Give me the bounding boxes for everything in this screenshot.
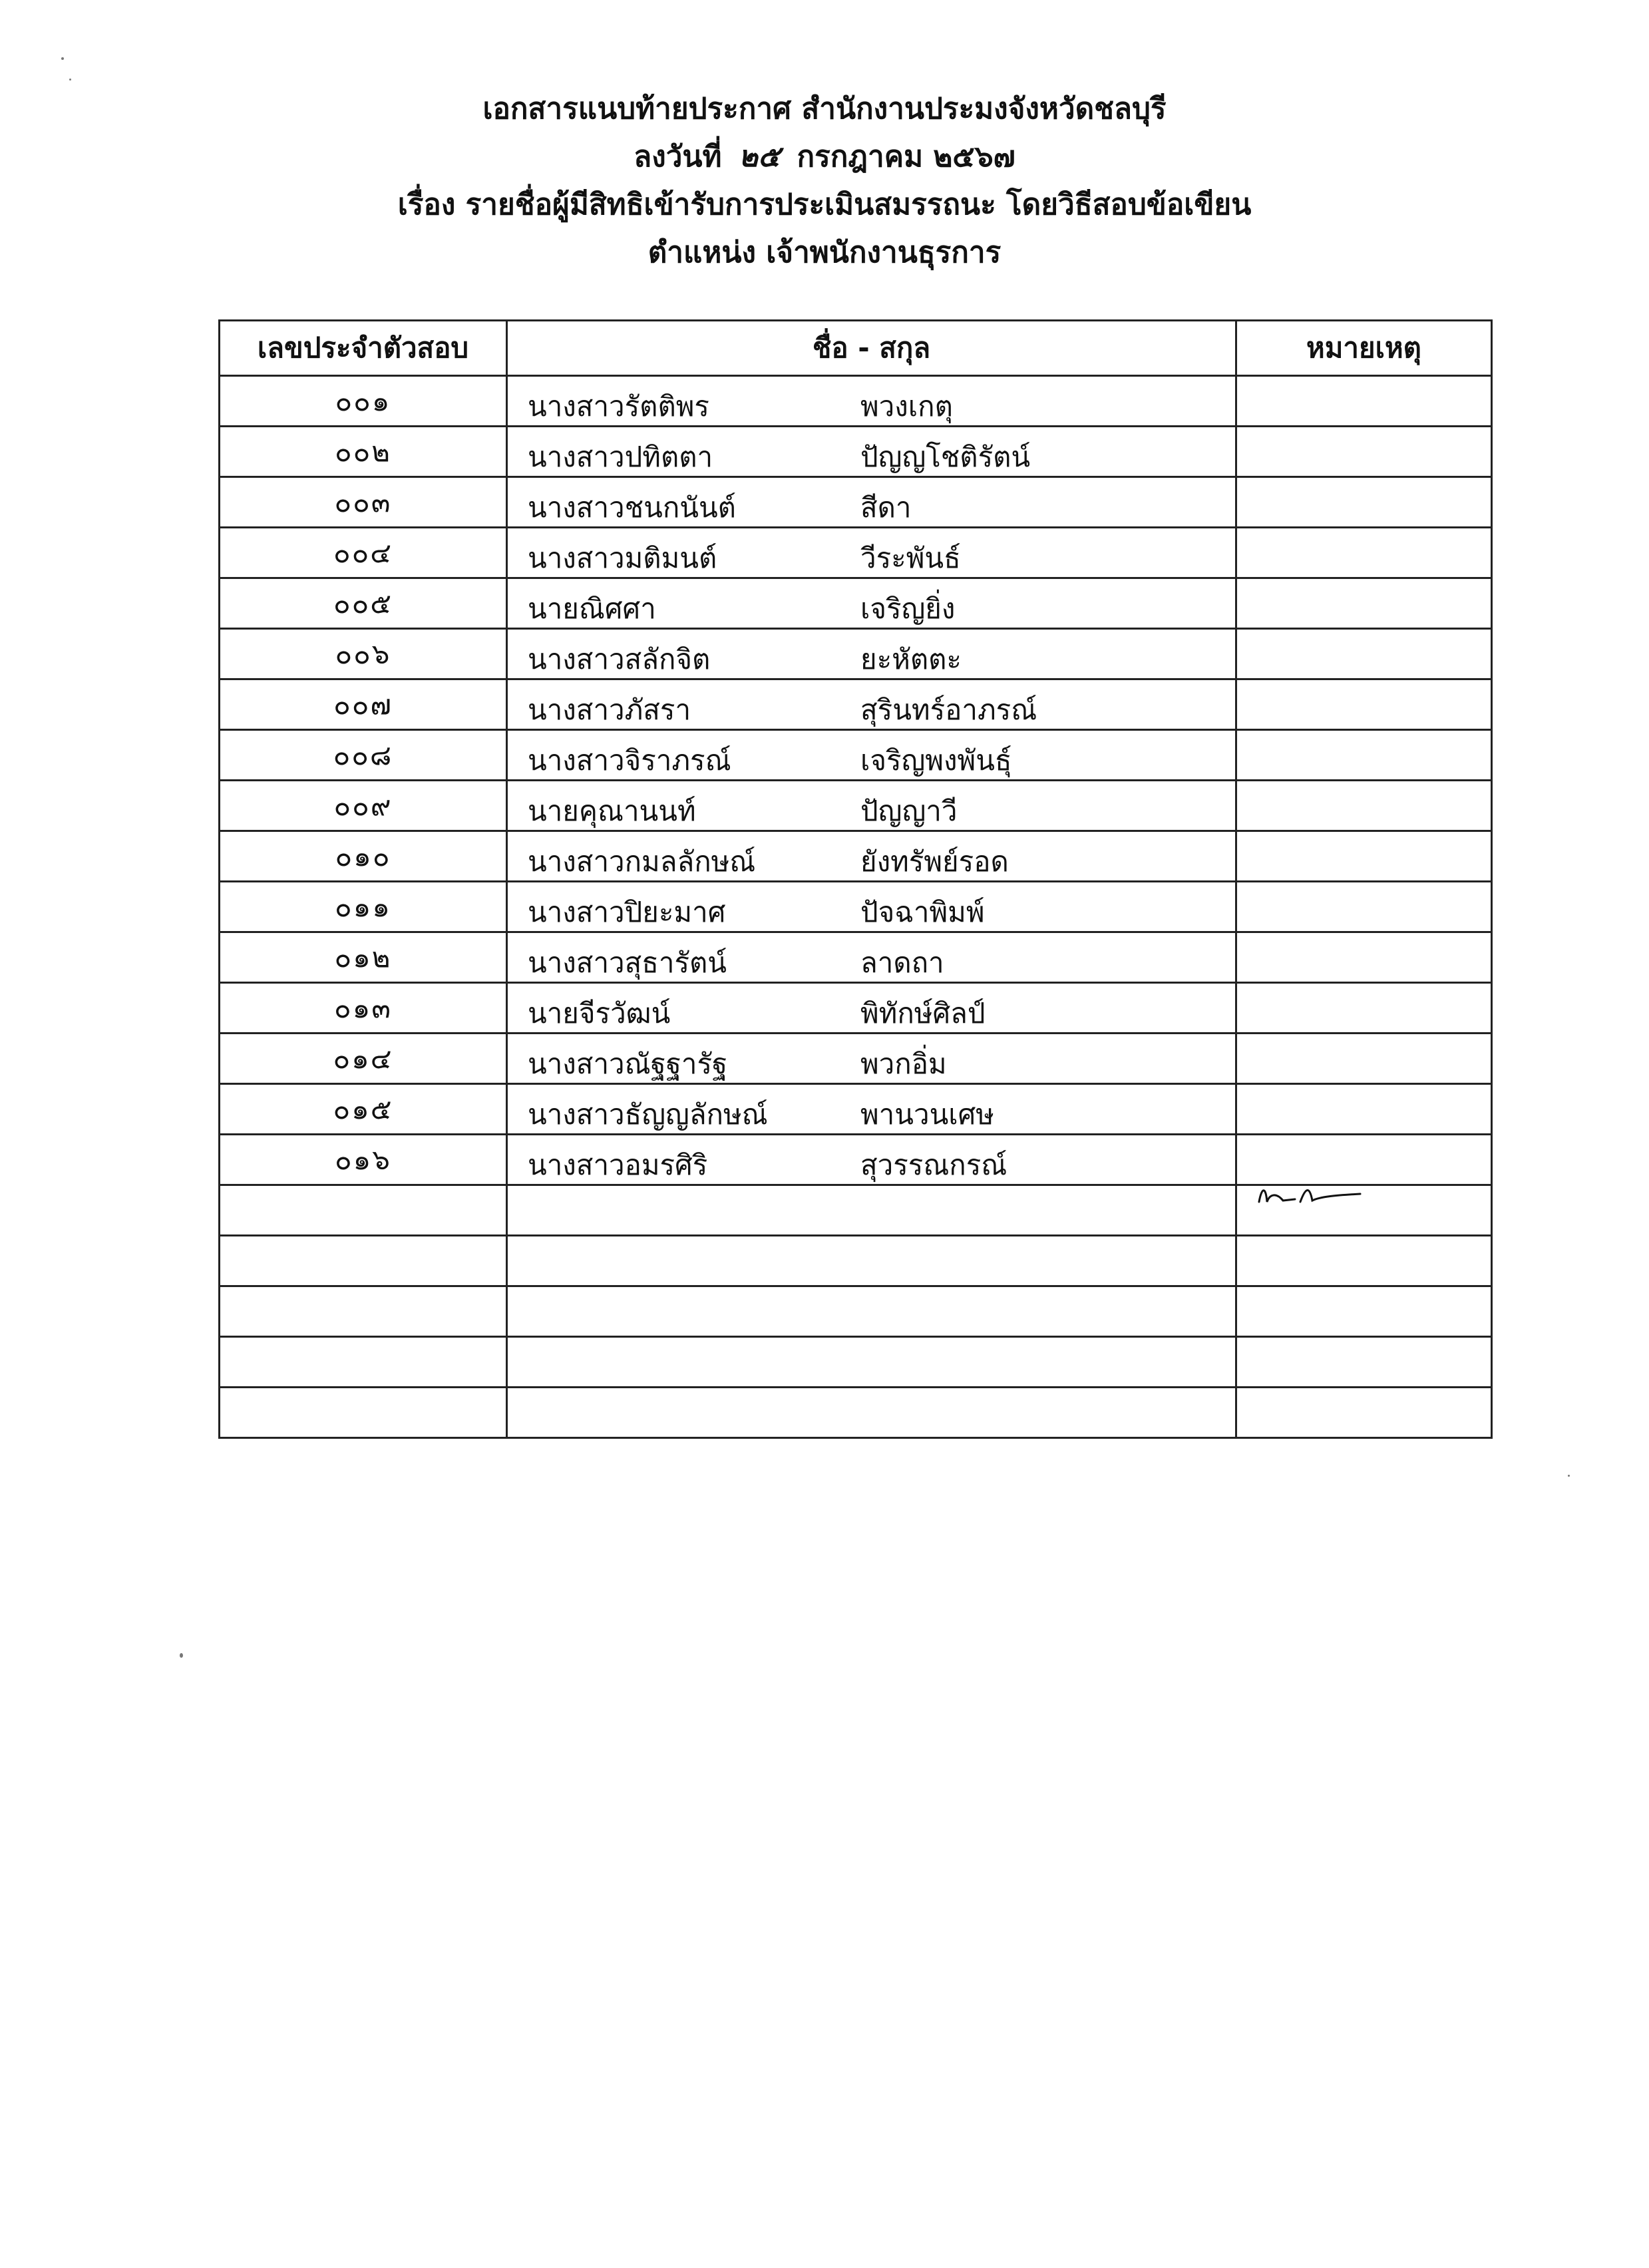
full-name-cell [507,427,1236,477]
scan-speck [1568,1475,1570,1477]
exam-id-cell: ๐๑๖ [220,1135,507,1185]
remarks-cell [1236,679,1492,730]
last-name: พวกอิ่ม [860,1047,947,1080]
remarks-cell [1236,730,1492,781]
header-date [0,133,1649,181]
last-name: เจริญพงพันธุ์ [860,744,1012,777]
first-name: นางสาวสลักจิต [528,643,711,675]
full-name-cell [507,376,1236,427]
first-name: นายจีรวัฒน์ [528,997,671,1030]
table-row [220,477,1492,528]
remarks-cell [1236,1135,1492,1185]
date-prefix: ลงวันที่ [634,140,722,174]
table-row [220,781,1492,831]
first-name: นางสาวชนกนันต์ [528,491,736,524]
last-name: วีระพันธ์ [860,542,961,574]
empty-table-row [220,1236,1492,1286]
table-row [220,376,1492,427]
remarks-cell [1236,629,1492,679]
scan-speck [69,79,71,81]
first-name: นางสาวจิราภรณ์ [528,744,731,777]
full-name-cell [507,831,1236,882]
remarks-cell [1236,932,1492,983]
scan-speck [61,57,64,60]
empty-cell [507,1286,1236,1337]
table-row [220,730,1492,781]
first-name: นางสาวมติมนต์ [528,542,717,574]
header-subject: เรื่อง รายชื่อผู้มีสิทธิเข้ารับการประเมินสมรรถนะ โดยวิธีสอบข้อเขียน [397,188,1252,222]
first-name: นางสาวกมลลักษณ์ [528,845,756,878]
last-name: สีดา [860,491,912,524]
candidate-table [218,319,1493,1439]
exam-id-cell: ๐๑๑ [220,882,507,932]
full-name-cell [507,679,1236,730]
empty-cell [507,1185,1236,1236]
last-name: สุรินทร์อาภรณ์ [860,693,1037,726]
date-rest: กรกฎาคม ๒๕๖๗ [797,140,1015,174]
last-name: ลาดถา [860,946,944,979]
exam-id-cell: ๐๐๕ [220,578,507,629]
empty-cell [507,1337,1236,1388]
exam-id-cell: ๐๐๑ [220,376,507,427]
table-row [220,932,1492,983]
first-name: นางสาวภัสรา [528,693,691,726]
exam-id-cell: ๐๐๙ [220,781,507,831]
first-name: นายณิศศา [528,592,656,625]
exam-id-cell: ๐๑๐ [220,831,507,882]
remarks-cell [1236,528,1492,578]
remarks-cell [1236,1034,1492,1084]
exam-id-cell: ๐๑๒ [220,932,507,983]
header-position: ตำแหน่ง เจ้าพนักงานธุรการ [647,236,1002,270]
table-row [220,427,1492,477]
remarks-cell [1236,882,1492,932]
full-name-cell [507,578,1236,629]
remarks-cell [1236,427,1492,477]
remarks-cell [1236,578,1492,629]
table-row [220,629,1492,679]
last-name: พิทักษ์ศิลป์ [860,997,986,1030]
last-name: พานวนเศษ [860,1098,994,1131]
remarks-cell [1236,781,1492,831]
exam-id-cell: ๐๐๖ [220,629,507,679]
header-full-name: ชื่อ - สกุล [507,321,1236,376]
table-body [220,376,1492,1438]
exam-id-cell: ๐๑๓ [220,983,507,1034]
last-name: เจริญยิ่ง [860,592,956,625]
full-name-cell [507,781,1236,831]
table-row [220,1135,1492,1185]
table-header-row [220,321,1492,376]
full-name-cell [507,932,1236,983]
last-name: ยะหัตตะ [860,643,962,675]
exam-id-cell: ๐๐๗ [220,679,507,730]
last-name: ปัญญโชติรัตน์ [860,441,1031,473]
last-name: พวงเกตุ [860,390,953,423]
first-name: นางสาวปทิตตา [528,441,713,473]
table-row [220,882,1492,932]
last-name: ปัจฉาพิมพ์ [860,896,985,928]
first-name: นายคุณานนท์ [528,795,696,827]
full-name-cell [507,1135,1236,1185]
exam-id-cell: ๐๑๔ [220,1034,507,1084]
last-name: ปัญญาวี [860,795,958,827]
exam-id-cell: ๐๐๒ [220,427,507,477]
last-name: สุวรรณกรณ์ [860,1149,1008,1181]
empty-cell [220,1337,507,1388]
empty-cell [1236,1388,1492,1438]
remarks-cell [1236,1084,1492,1135]
document-header [0,85,1649,277]
header-exam-id: เลขประจำตัวสอบ [220,321,507,376]
empty-cell [220,1388,507,1438]
exam-id-cell: ๐๐๔ [220,528,507,578]
empty-cell [220,1185,507,1236]
exam-id-cell: ๐๑๕ [220,1084,507,1135]
table-row [220,831,1492,882]
empty-table-row [220,1388,1492,1438]
first-name: นางสาวปิยะมาศ [528,896,726,928]
exam-id-cell: ๐๐๘ [220,730,507,781]
table-row [220,1084,1492,1135]
empty-cell [220,1286,507,1337]
first-name: นางสาวสุธารัตน์ [528,946,727,979]
empty-cell [1236,1236,1492,1286]
empty-cell [220,1236,507,1286]
empty-cell [507,1236,1236,1286]
remarks-cell [1236,831,1492,882]
signature-mark [1256,1182,1363,1209]
scan-speck [180,1653,183,1658]
table-row [220,983,1492,1034]
first-name: นางสาวรัตติพร [528,390,709,423]
first-name: นางสาวธัญญลักษณ์ [528,1098,768,1131]
header-remarks: หมายเหตุ [1236,321,1492,376]
empty-cell [1236,1337,1492,1388]
remarks-cell [1236,983,1492,1034]
remarks-cell [1236,477,1492,528]
full-name-cell [507,882,1236,932]
first-name: นางสาวอมรศิริ [528,1149,708,1181]
header-title: เอกสารแนบท้ายประกาศ สำนักงานประมงจังหวัดชลบุรี [482,92,1167,126]
table-row [220,1034,1492,1084]
full-name-cell [507,730,1236,781]
date-day: ๒๕ [738,140,781,174]
empty-cell [1236,1286,1492,1337]
table-row [220,578,1492,629]
full-name-cell [507,629,1236,679]
first-name: นางสาวณัฐฐารัฐ [528,1047,728,1080]
full-name-cell [507,477,1236,528]
full-name-cell [507,1034,1236,1084]
full-name-cell [507,983,1236,1034]
table-row [220,528,1492,578]
full-name-cell [507,528,1236,578]
last-name: ยังทรัพย์รอด [860,845,1009,878]
exam-id-cell: ๐๐๓ [220,477,507,528]
remarks-cell [1236,376,1492,427]
empty-cell [507,1388,1236,1438]
full-name-cell [507,1084,1236,1135]
table-row [220,679,1492,730]
empty-table-row [220,1337,1492,1388]
empty-table-row [220,1286,1492,1337]
